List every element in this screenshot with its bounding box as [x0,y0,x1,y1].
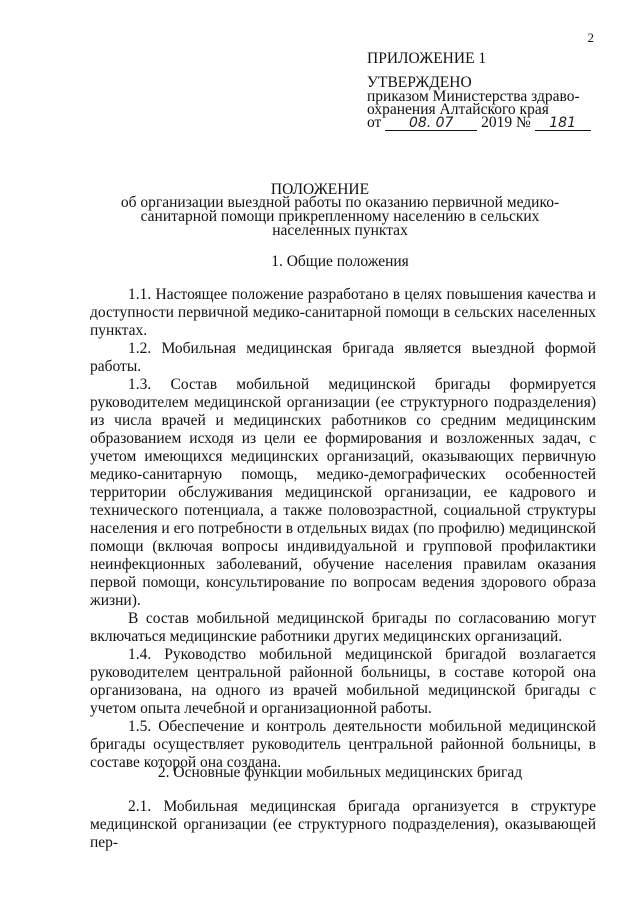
order-line-1: приказом Министерства здраво- [367,88,580,105]
paragraph-1-3-extra: В состав мобильной медицинской бригады по согласованию могут включаться медицинские работники других медицинских организаций. [90,610,596,645]
approved-label: УТВЕРЖДЕНО [367,74,472,91]
section-1-body [90,286,596,772]
appendix-label: ПРИЛОЖЕНИЕ 1 [367,50,487,67]
approval-block [367,52,607,131]
section-heading-2: 2. Основные функции мобильных медицинских бригад [157,764,523,781]
paragraph-2-1: 2.1. Мобильная медицинская бригада организуется в структуре медицинской организации (ее структурного подразделения), оказывающей пер- [90,798,596,851]
date-prefix: от [367,114,382,131]
paragraph-1-3: 1.3. Состав мобильной медицинской бригады формируется руководителем медицинской организации (ее структурного подразделения) из числа врачей и медицинских работников со средним медицинским образованием исходя из цели ее формирования и возложенных задач, с учетом имеющихся медицинских организаций, оказывающих первичную медико-санитарную помощь, медико-демографических особенностей территории обслуживания медицинской организации, ее кадрового и технического потенциала, а также половозрастной, социальной структуры населения и его потребности в отдельных видах (по профилю) медицинской помощи (включая вопросы индивидуальной и групповой профилактики неинфекционных заболеваний, обучение населения правилам оказания первой помощи, консультирование по вопросам ведения здорового образа жизни). [90,376,596,609]
order-line-2: охранения Алтайского края [367,101,549,118]
section-2-body [90,798,596,852]
section-heading-1: 1. Общие положения [271,253,409,270]
page-number: 2 [587,30,594,45]
handwritten-date: 08. 07 [385,117,477,131]
document-subtitle: об организации выездной работы по оказанию первичной медико-санитарной помощи прикрепленному населению в сельских населенных пунктах [120,194,560,239]
paragraph-1-5: 1.5. Обеспечение и контроль деятельности мобильной медицинской бригады осуществляет руководитель центральной районной больницы, в составе которой она создана. [90,718,596,771]
paragraph-1-1: 1.1. Настоящее положение разработано в целях повышения качества и доступности первичной медико-санитарной помощи в сельских населенных пунктах. [90,286,596,339]
document-title: ПОЛОЖЕНИЕ [270,181,370,198]
handwritten-order-number: 181 [535,117,591,131]
paragraph-1-2: 1.2. Мобильная медицинская бригада является выездной формой работы. [90,340,596,375]
order-date-line [367,116,607,131]
paragraph-1-4: 1.4. Руководство мобильной медицинской бригадой возлагается руководителем центральной районной больницы, в составе которой она организована, на одного из врачей мобильной медицинской бригады с учетом опыта лечебной и организационной работы. [90,646,596,717]
order-year-number: 2019 № [481,114,531,131]
